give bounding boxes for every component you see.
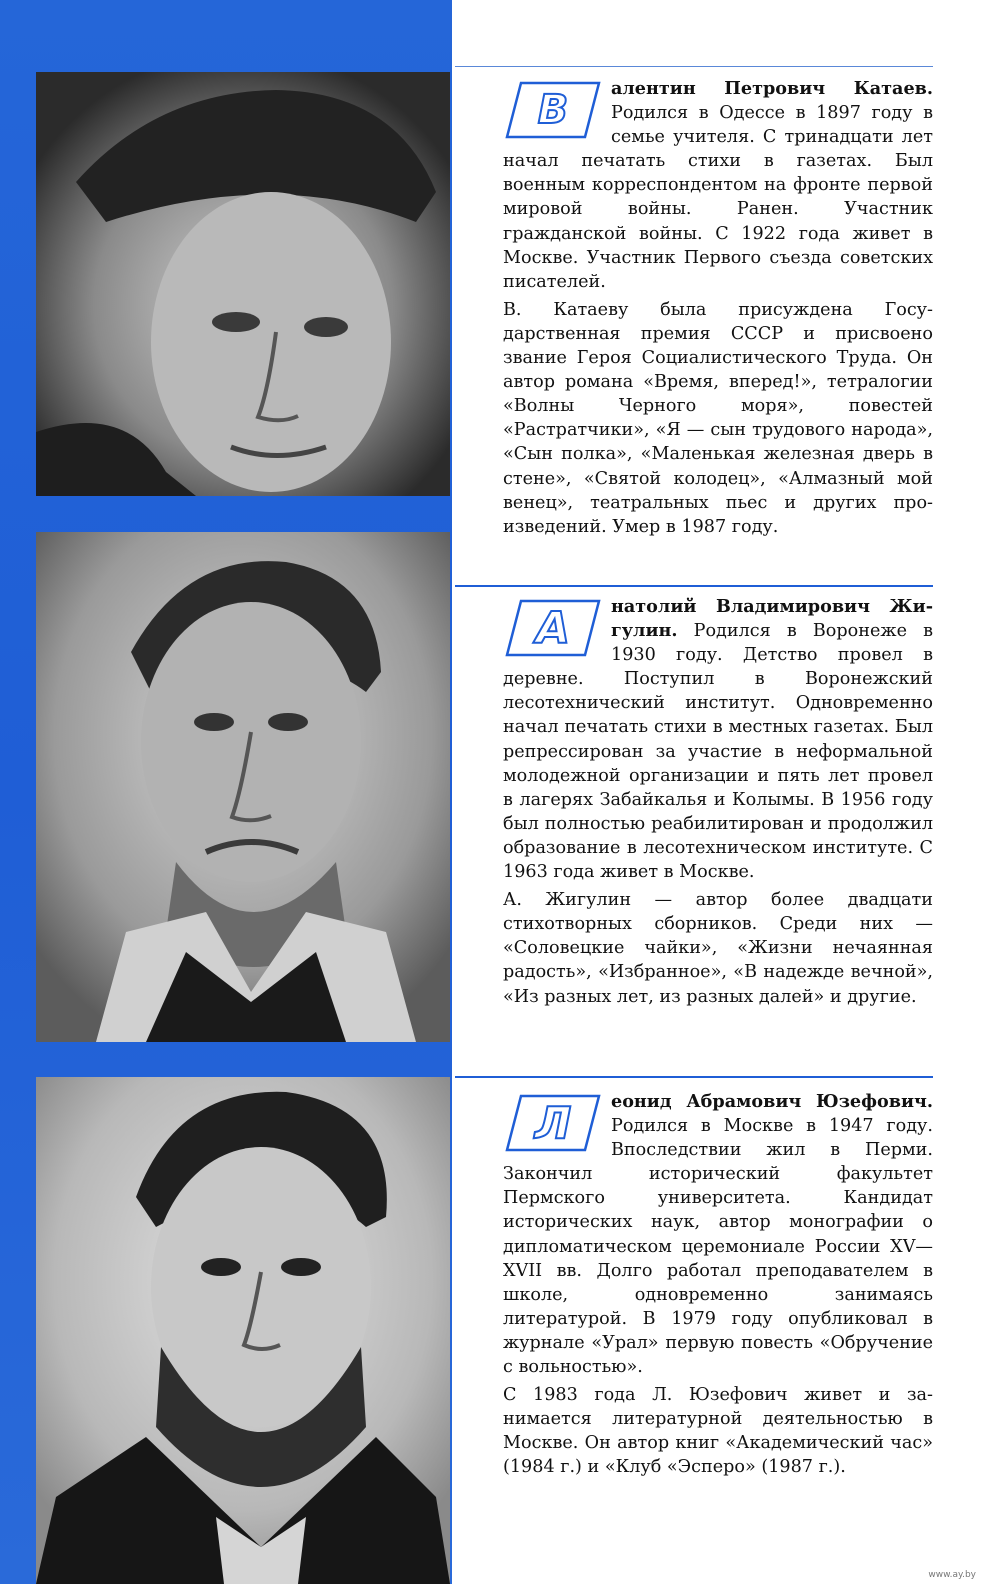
portrait-photo-yuzefovich: [36, 1077, 450, 1584]
watermark: www.ay.by: [928, 1570, 976, 1580]
bio-paragraph-2: А. Жигулин — автор более двадцати стихотворных сборников. Среди них — «Соловецкие чайки», «Жизни нечаянная радость», «Избранное», «В надежде вечной», «Из разных лет, из разных далей» и другие.: [503, 890, 933, 1007]
dropcap-letter-a-icon: [503, 597, 603, 659]
bio-name: алентин Петрович Катаев.: [611, 78, 933, 99]
bio-paragraph-2: С 1983 года Л. Юзефович живет и занимается литературной деятельностью в Москве. Он автор книг «Академический час» (1984 г.) и «Клуб «Эсперо» (1987 г.).: [503, 1385, 933, 1478]
divider-top: [455, 66, 933, 67]
portrait-photo-kataev: [36, 72, 450, 496]
dropcap-letter: А: [535, 603, 571, 654]
bio-text: Родился в Воронеже в 1930 году. Детство провел в деревне. Поступил в Воронежский лесотехнический институт. Одновременно начал печатать стихи в местных газетах. Был репрессирован за участие в неформальной молодежной организации и пять лет провел в лагерях Забайкалья и Колымы. В 1956 году был полностью реабилитирован и продолжил образование в лесотехническом институте. С 1963 года живет в Москве.: [503, 621, 933, 883]
bio-text: Родился в Москве в 1947 году. Впоследствии жил в Перми. Закончил исторический факультет Пермского университета. Кандидат исторических наук, автор монографии о дипломатическом церемониале России XV—XVII вв. Долго работал преподавателем в школе, одновременно занимаясь литературой. В 1979 году опубликовал в журнале «Урал» первую повесть «Обручение с вольностью».: [503, 1116, 933, 1378]
bio-zhigulin: [503, 595, 933, 1009]
dropcap-letter: В: [537, 87, 569, 133]
dropcap-letter: Л: [534, 1098, 572, 1149]
bio-kataev: [503, 77, 933, 539]
bio-text: Родился в Одессе в 1897 году в семье учителя. С тринадцати лет начал печатать стихи в газетах. Был военным корреспондентом на фронте первой мировой войны. Ранен. Участник гражданской войны. С 1922 года живет в Москве. Участник Первого съезда советских писателей.: [503, 103, 933, 292]
bio-yuzefovich: [503, 1090, 933, 1480]
portrait-photo-zhigulin: [36, 532, 450, 1042]
dropcap-letter-v-icon: [503, 79, 603, 141]
bio-paragraph-2: В. Катаеву была присуждена Государственная премия СССР и присвоено звание Героя Социалистического Труда. Он автор романа «Время, вперед!», тетралогии «Волны Черного моря», повестей «Растратчики», «Я — сын трудового народа», «Сын полка», «Маленькая железная дверь в стене», «Святой колодец», «Алмазный мой венец», театральных пьес и других произведений. Умер в 1987 году.: [503, 299, 933, 537]
bio-name: еонид Абрамович Юзефович.: [611, 1091, 933, 1112]
dropcap-letter-l-icon: [503, 1092, 603, 1154]
divider: [455, 585, 933, 587]
bio-name: натолий Владимирович Жигулин.: [611, 596, 933, 642]
divider: [455, 1076, 933, 1078]
